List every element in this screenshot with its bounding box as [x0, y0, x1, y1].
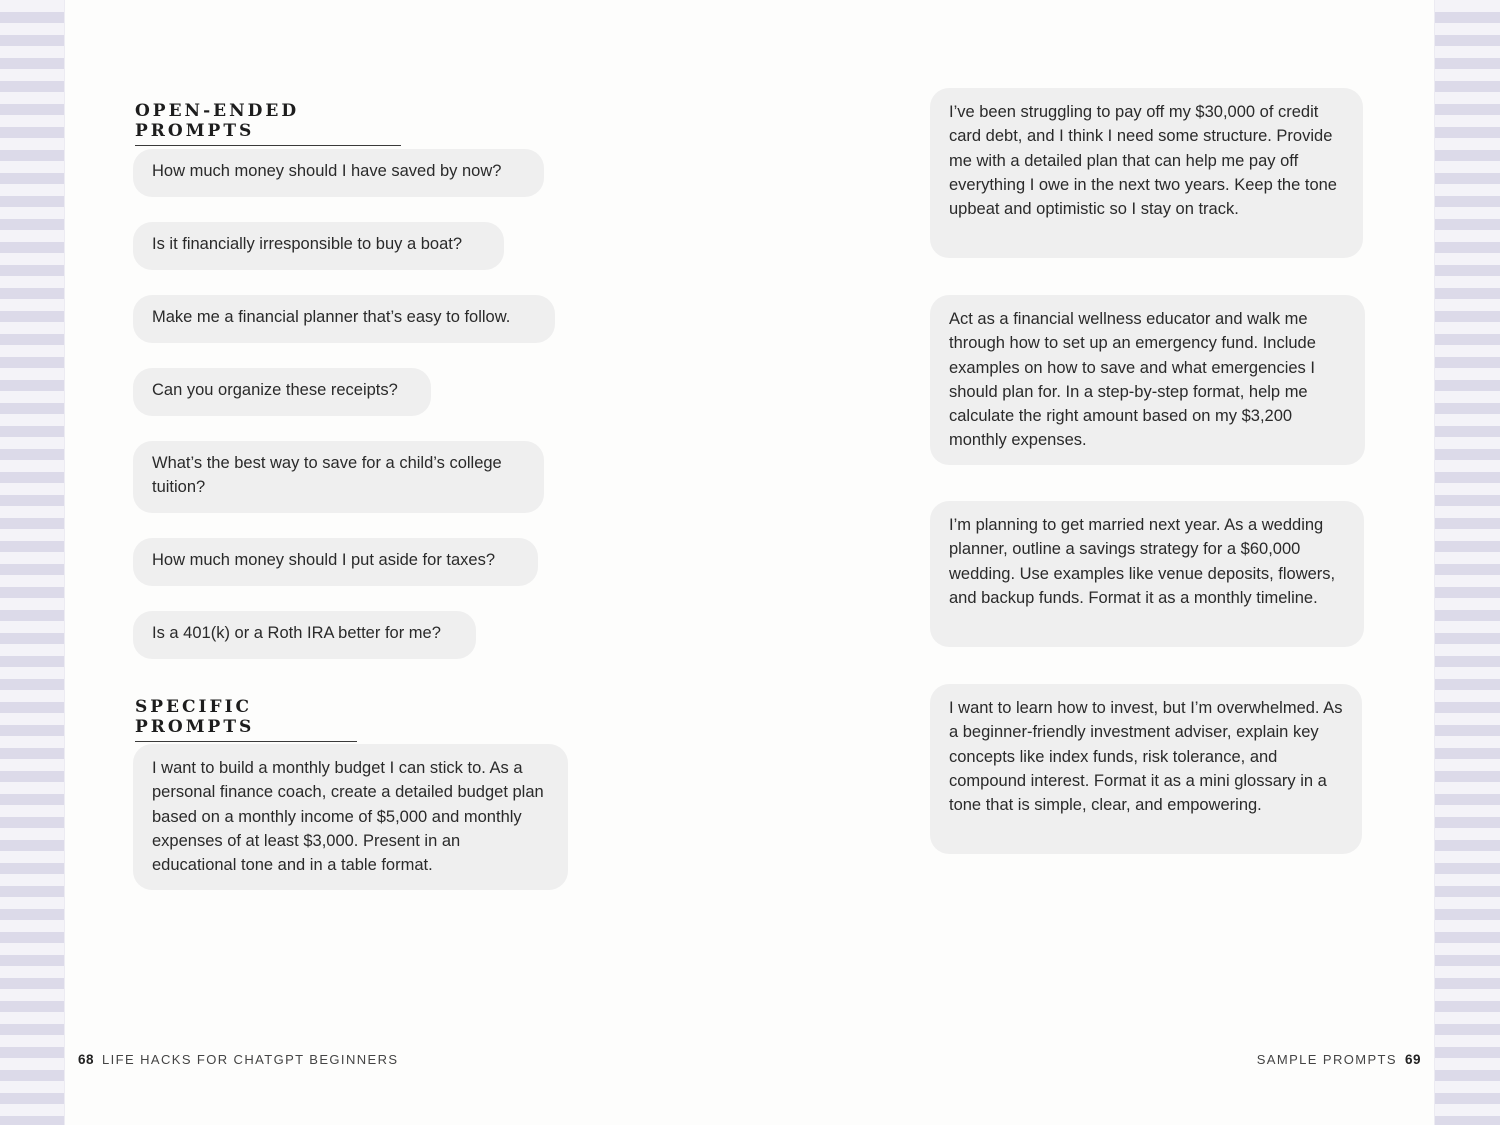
chapter-title: SAMPLE PROMPTS	[1256, 1052, 1397, 1067]
page-number: 68	[78, 1052, 95, 1067]
specific-prompt-bubble: I want to learn how to invest, but I’m overwhelmed. As a beginner-friendly investment adviser, explain key concepts like index funds, risk tolerance, and compound interest. Format it as a mini glossary in a tone that is simple, clear, and empowering.	[930, 684, 1362, 854]
specific-prompt-bubble: Act as a financial wellness educator and walk me through how to set up an emergency fund. Include examples on how to save and what emergencies I should plan for. In a step-by-step format, help me calculate the right amount based on my $3,200 monthly expenses.	[930, 295, 1365, 465]
left-page-footer	[78, 1052, 398, 1067]
open-ended-prompt-bubble: Can you organize these receipts?	[133, 368, 431, 416]
open-ended-prompt-bubble: How much money should I put aside for taxes?	[133, 538, 538, 586]
open-ended-prompt-bubble: What’s the best way to save for a child’s college tuition?	[133, 441, 544, 513]
open-ended-prompt-bubble: Is a 401(k) or a Roth IRA better for me?	[133, 611, 476, 659]
open-ended-prompt-bubble: Make me a financial planner that’s easy to follow.	[133, 295, 555, 343]
left-page-edge-decoration	[0, 0, 65, 1125]
specific-prompt-bubble: I want to build a monthly budget I can stick to. As a personal finance coach, create a detailed budget plan based on a monthly income of $5,000 and monthly expenses of at least $3,000. Present in an educational tone and in a table format.	[133, 744, 568, 890]
right-page-footer	[1257, 1052, 1421, 1067]
open-ended-prompt-bubble: Is it financially irresponsible to buy a boat?	[133, 222, 504, 270]
right-page-edge-decoration	[1434, 0, 1500, 1125]
specific-prompts-heading: SPECIFIC PROMPTS	[135, 697, 357, 742]
specific-prompt-bubble: I’ve been struggling to pay off my $30,000 of credit card debt, and I think I need some structure. Provide me with a detailed plan that can help me pay off everything I owe in the next two years. Keep the tone upbeat and optimistic so I stay on track.	[930, 88, 1363, 258]
page-number: 69	[1404, 1052, 1421, 1067]
specific-prompt-bubble: I’m planning to get married next year. As a wedding planner, outline a savings strategy for a $60,000 wedding. Use examples like venue deposits, flowers, and backup funds. Format it as a monthly timeline.	[930, 501, 1364, 647]
open-ended-prompt-bubble: How much money should I have saved by now?	[133, 149, 544, 197]
book-title: LIFE HACKS FOR CHATGPT BEGINNERS	[102, 1052, 399, 1067]
open-ended-prompts-heading: OPEN-ENDED PROMPTS	[135, 101, 401, 146]
